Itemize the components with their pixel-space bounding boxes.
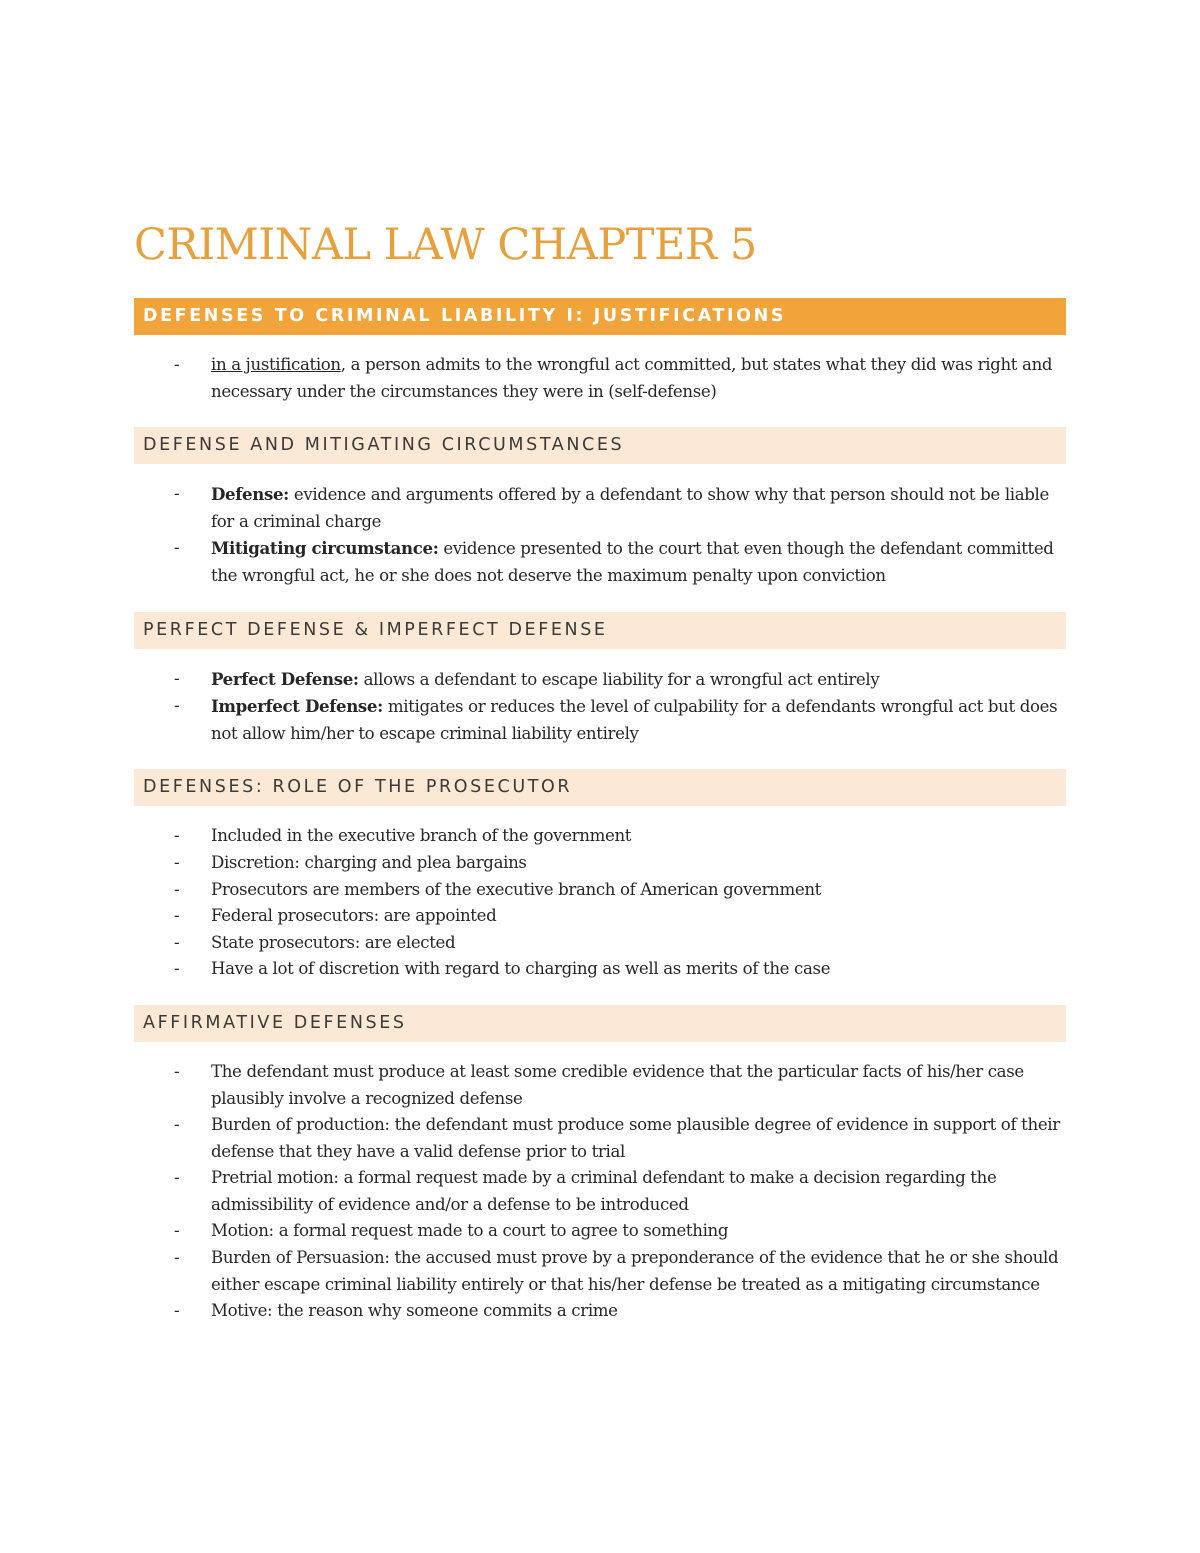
bullet-dash: - [174,696,180,716]
bullet-dash: - [174,1301,180,1321]
list-item-text: Burden of production: the defendant must produce some plausible degree of evidence in support of their defense that they have a valid defense prior to trial [211,1115,1060,1161]
list-item-text: Motive: the reason why someone commits a crime [211,1301,618,1321]
term-perfect-defense: Perfect Defense: [211,668,359,689]
bullet-dash: - [174,1168,180,1188]
list-item-text: Prosecutors are members of the executive branch of American government [211,879,822,899]
bullet-dash: - [174,355,180,374]
definition-text: evidence presented to the court that even though the defendant committed the wrongful act, he or she does not deserve the maximum penalty upon conviction [211,539,1054,585]
bullet-dash: - [174,1061,180,1081]
term-mitigating-circumstance: Mitigating circumstance: [211,538,439,559]
definition-text: mitigates or reduces the level of culpability for a defendants wrongful act but does not allow him/her to escape criminal liability entirely [211,697,1058,743]
bullet-dash: - [174,1221,180,1241]
definition-text: allows a defendant to escape liability for a wrongful act entirely [358,669,880,689]
section-heading-prosecutor: DEFENSES: ROLE OF THE PROSECUTOR [134,769,1066,806]
justifications-list [134,352,1066,405]
list-item [134,1059,1066,1112]
section-heading-defense-mitigating: DEFENSE AND MITIGATING CIRCUMSTANCES [134,427,1066,464]
list-item [134,535,1066,589]
list-item [134,1298,1066,1325]
list-item [134,1112,1066,1165]
term-in-a-justification: in a justification [211,355,341,374]
bullet-dash: - [174,932,180,952]
list-item [134,1165,1066,1218]
list-item-text: Pretrial motion: a formal request made by a criminal defendant to make a decision regarding the admissibility of evidence and/or a defense to be introduced [211,1168,997,1214]
list-item-text: Discretion: charging and plea bargains [211,852,527,872]
list-item [134,352,1066,405]
bullet-dash: - [174,538,180,558]
bullet-dash: - [174,826,180,846]
section-heading-justifications: DEFENSES TO CRIMINAL LIABILITY I: JUSTIFICATIONS [134,298,1066,335]
list-item-text: Burden of Persuasion: the accused must prove by a preponderance of the evidence that he or she should either escape criminal liability entirely or that his/her defense be treated as a mitigating circumstance [211,1248,1059,1294]
bullet-dash: - [174,959,180,979]
list-item-text: Included in the executive branch of the government [211,826,632,846]
bullet-dash: - [174,484,180,504]
list-item [134,693,1066,747]
list-item [134,903,1066,930]
term-imperfect-defense: Imperfect Defense: [211,696,383,717]
list-item [134,877,1066,904]
list-item [134,823,1066,850]
list-item [134,666,1066,694]
term-defense: Defense: [211,484,289,505]
bullet-dash: - [174,879,180,899]
list-item-text: Have a lot of discretion with regard to charging as well as merits of the case [211,959,831,979]
list-item [134,1245,1066,1298]
bullet-dash: - [174,1115,180,1135]
section-heading-perfect-imperfect: PERFECT DEFENSE & IMPERFECT DEFENSE [134,612,1066,649]
list-item [134,481,1066,535]
list-item [134,930,1066,957]
section-heading-affirmative-defenses: AFFIRMATIVE DEFENSES [134,1005,1066,1042]
bullet-dash: - [174,668,180,688]
list-item [134,1218,1066,1245]
defense-mitigating-list [134,481,1066,589]
list-item-text: The defendant must produce at least some credible evidence that the particular facts of his/her case plausibly involve a recognized defense [211,1061,1024,1108]
document-title: CRIMINAL LAW CHAPTER 5 [134,220,757,270]
bullet-dash: - [174,1248,180,1268]
list-item [134,956,1066,983]
document-page [134,215,1066,1325]
definition-text: , a person admits to the wrongful act committed, but states what they did was right and necessary under the circumstances they were in (self-defense) [211,355,1053,401]
bullet-dash: - [174,852,180,872]
list-item-text: Motion: a formal request made to a court to agree to something [211,1221,729,1241]
bullet-dash: - [174,906,180,926]
definition-text: evidence and arguments offered by a defendant to show why that person should not be liable for a criminal charge [211,485,1049,531]
list-item-text: State prosecutors: are elected [211,932,456,952]
perfect-imperfect-list [134,666,1066,748]
affirmative-defenses-list [134,1059,1066,1325]
prosecutor-list [134,823,1066,983]
list-item [134,850,1066,877]
list-item-text: Federal prosecutors: are appointed [211,906,497,926]
